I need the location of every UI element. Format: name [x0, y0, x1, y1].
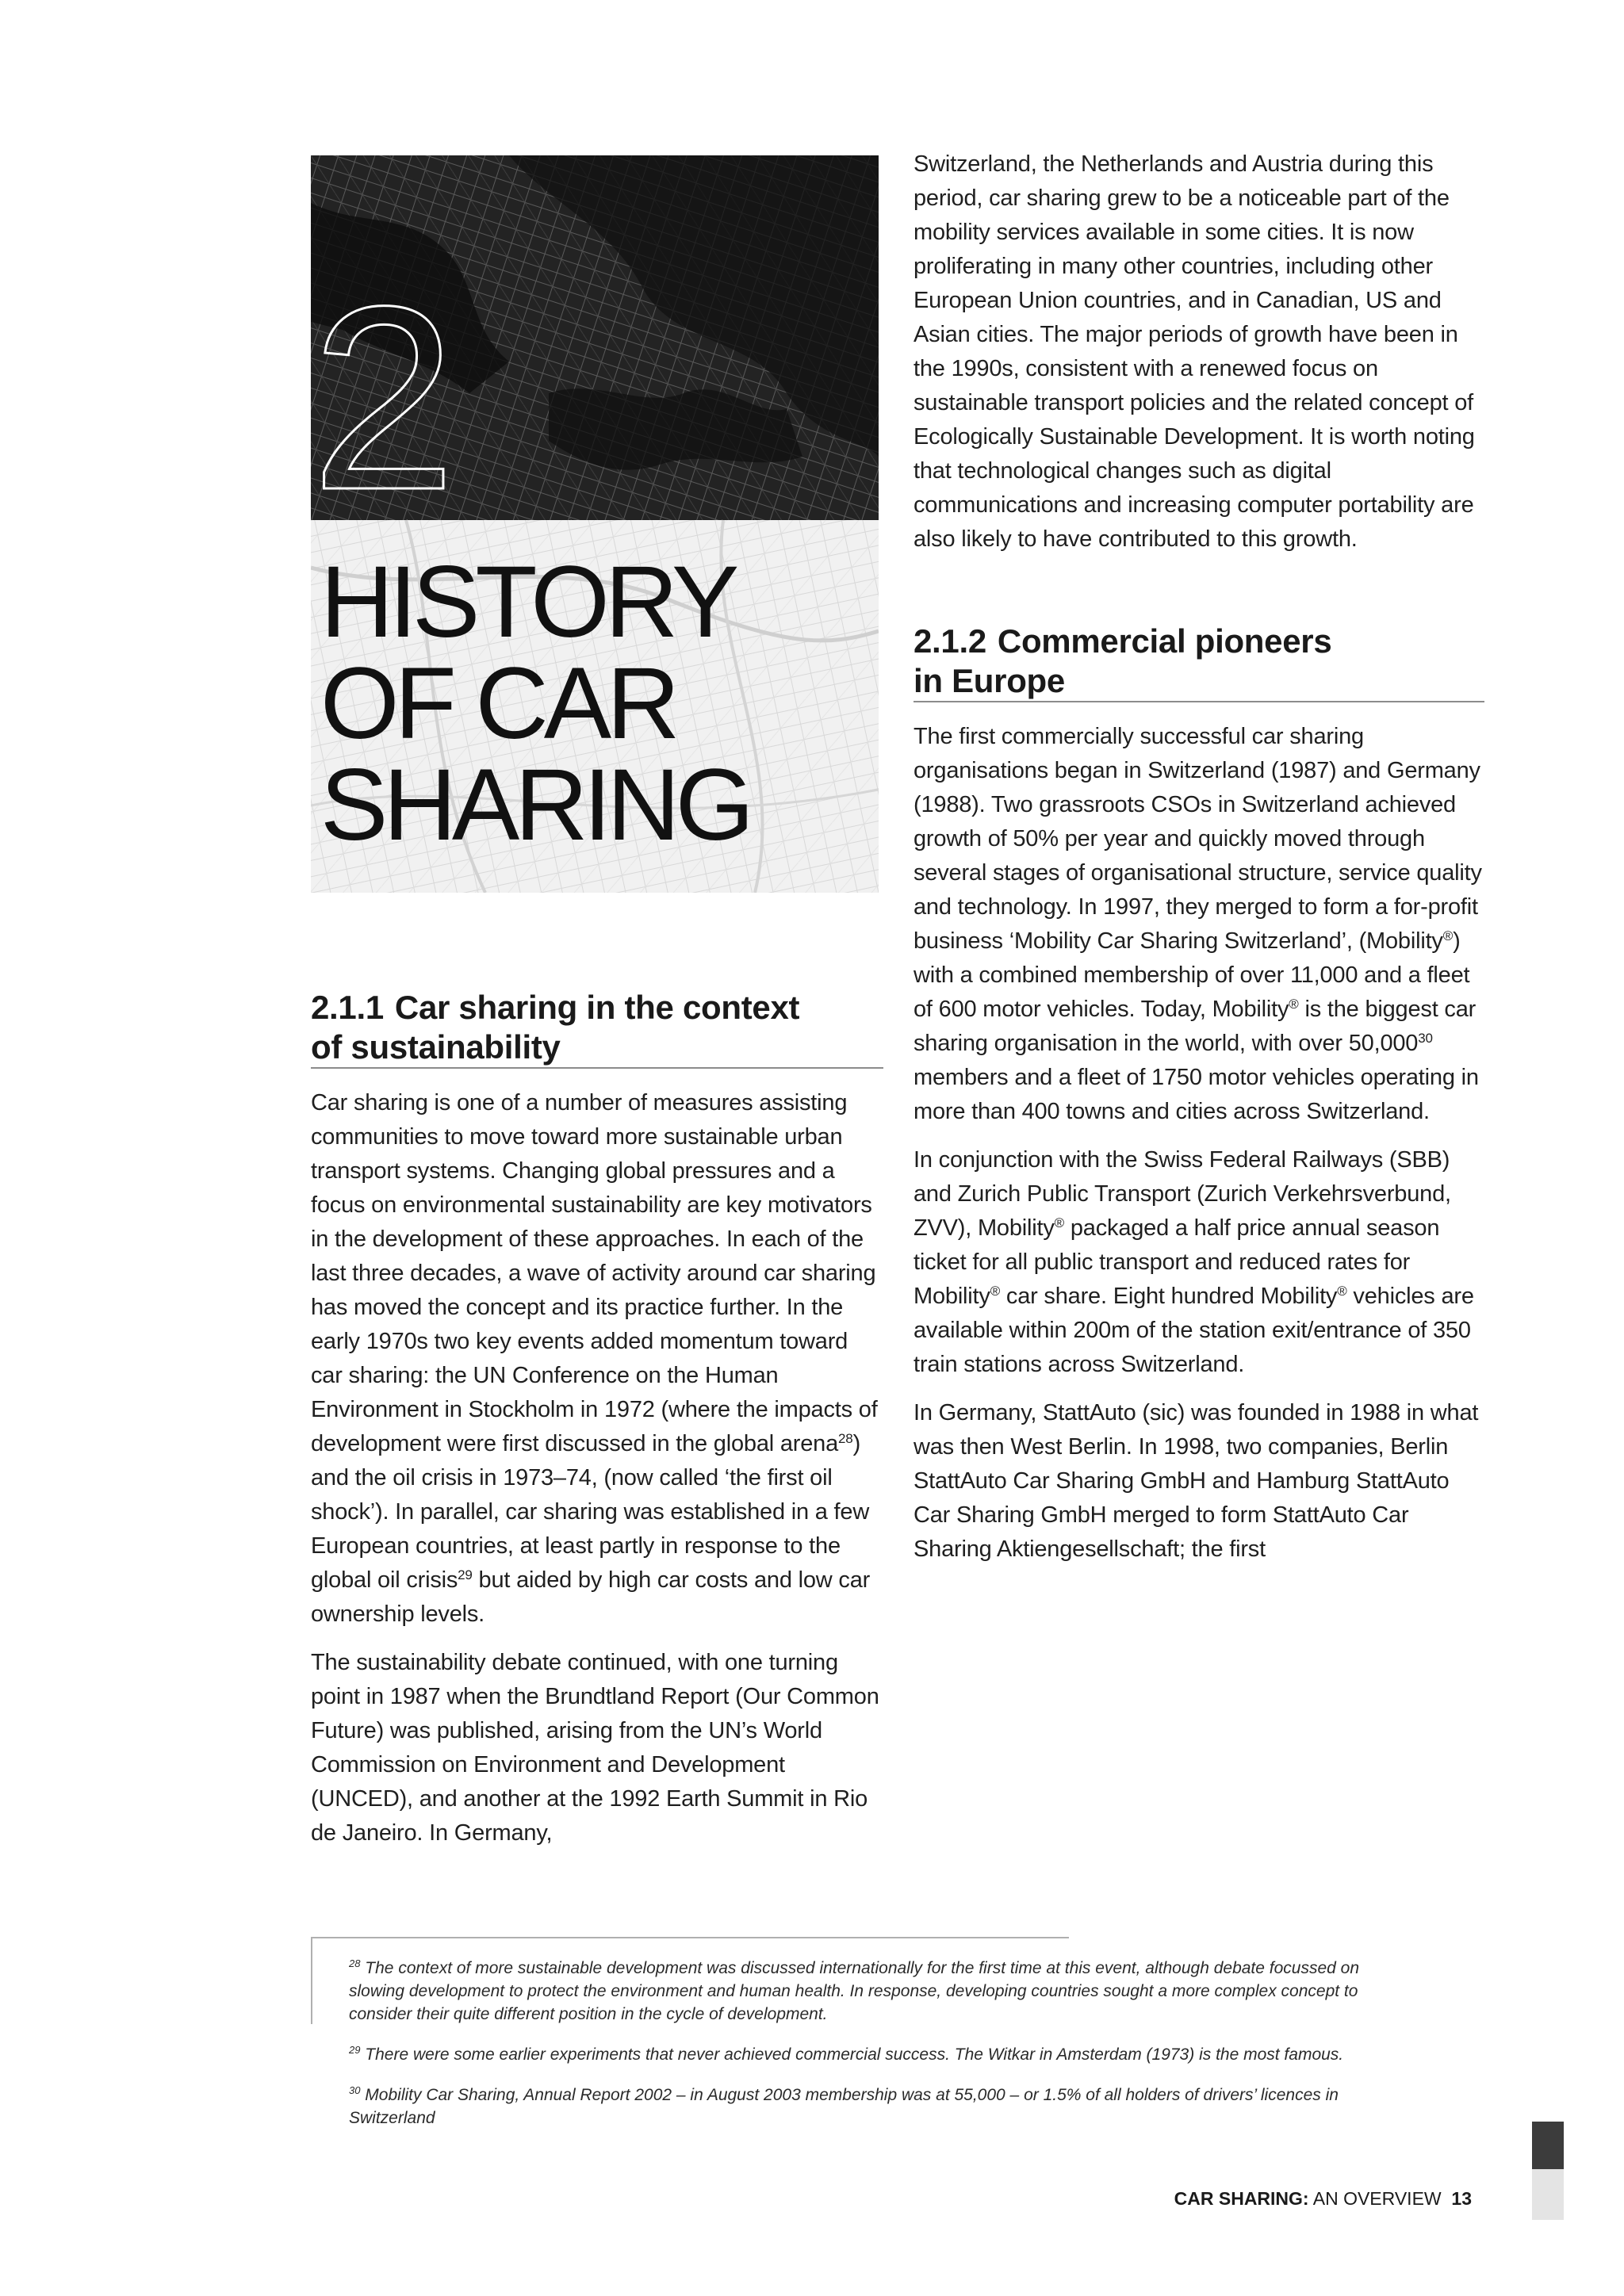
section-number: 2.1.1	[311, 989, 384, 1026]
paragraph: In conjunction with the Swiss Federal Railways (SBB) and Zurich Public Transport (Zurich Verkehrsverbund, ZVV), Mobility® packaged a half price annual season ticket for all public transport and reduced rates for Mobility® car share. Eight hundred Mobility® vehicles are available within 200m of the station exit/entrance of 350 train stations across Switzerland.	[914, 1147, 1474, 1377]
footnote-ref-30[interactable]: 30	[1418, 1031, 1433, 1046]
paragraph: The sustainability debate continued, with one turning point in 1987 when the Brundtland Report (Our Common Future) was published, arising from the UN’s World Commission on Environment and Development (UNCED), and another at the 1992 Earth Summit in Rio de Janeiro. In Germany,	[311, 1650, 879, 1846]
section-body	[311, 1086, 883, 1850]
paragraph: In Germany, StattAuto (sic) was founded in 1988 in what was then West Berlin. In 1998, two companies, Berlin StattAuto Car Sharing GmbH and Hamburg StattAuto Car Sharing GmbH merged to form StattAuto Car Sharing Aktiengesellschaft; the first	[914, 1400, 1479, 1562]
footnote-30: $^{30}$ Mobility Car Sharing, Annual Report 2002 – in August 2003 membership was at 55,000 – or 1.5% of all holders of drivers’ licences in Switzerland	[349, 2084, 1339, 2127]
section-number: 2.1.2	[914, 622, 986, 660]
paragraph: Car sharing is one of a number of measures assisting communities to move toward more sustainable urban transport systems. Changing global pressures and a focus on environmental sustainability are key motivators in the development of these approaches. In each of the last three decades, a wave of activity around car sharing has moved the concept and its practice further. In the early 1970s two key events added momentum toward car sharing: the UN Conference on the Human Environment in Stockholm in 1972 (where the impacts of development were first discussed in the global arena$^{28}$) and the oil crisis in 1973–74, (now called ‘the first oil shock’). In parallel, car sharing was established in a few European countries, at least partly in response to the global oil crisis$^{29}$ but aided by high car costs and low car ownership levels.	[311, 1090, 878, 1627]
footer-publication-rest: AN OVERVIEW	[1308, 2188, 1442, 2209]
section-title-line-2: in Europe	[914, 662, 1065, 699]
section-title-line-2: of sustainability	[311, 1028, 561, 1066]
continued-paragraph: Switzerland, the Netherlands and Austria during this period, car sharing grew to be a noticeable part of the mobility services available in some cities. It is now proliferating in many other countries, including other European Union countries, and in Canadian, US and Asian cities. The major periods of growth have been in the 1990s, consistent with a renewed focus on sustainable transport policies and the related concept of Ecologically Sustainable Development. It is worth noting that technological changes such as digital communications and increasing computer portability are also likely to have contributed to this growth.	[914, 151, 1475, 552]
right-column	[914, 147, 1484, 1567]
footnote-ref-29[interactable]: 29	[458, 1567, 473, 1582]
chapter-number-glyph	[311, 155, 469, 504]
section-title-line-1: Car sharing in the context	[394, 989, 800, 1026]
section-heading-2-1-2	[914, 622, 1484, 702]
thumb-tab-light	[1532, 2169, 1564, 2220]
thumb-tab	[1532, 2122, 1564, 2169]
footnotes	[349, 1957, 1380, 2147]
section-2-1-1	[311, 988, 883, 1850]
section-title-line-1: Commercial pioneers	[997, 622, 1332, 660]
page-number: 13	[1451, 2188, 1472, 2209]
footnote-divider	[311, 1937, 1069, 1938]
footer-publication-bold: CAR SHARING:	[1174, 2188, 1309, 2209]
footnote-28: $^{28}$ The context of more sustainable development was discussed internationally for the first time at this event, although debate focussed on slowing development to protect the environment and human health. In response, developing countries sought a more complex concept to consider their quite different position in the cycle of development.	[349, 1957, 1360, 2023]
chapter-hero	[311, 155, 879, 893]
chapter-title-line-2: OF CAR	[320, 647, 676, 760]
footnote-divider-vertical	[311, 1937, 312, 2024]
running-footer	[1174, 2188, 1472, 2210]
section-body	[914, 720, 1484, 1567]
footnote-ref-28[interactable]: 28	[838, 1431, 853, 1446]
chapter-title	[320, 545, 750, 862]
section-heading-2-1-1	[311, 988, 883, 1069]
chapter-title-line-3: SHARING	[320, 748, 750, 862]
chapter-number: 2	[311, 251, 457, 504]
paragraph: The first commercially successful car sharing organisations began in Switzerland (1987) and Germany (1988). Two grassroots CSOs in Switzerland achieved growth of 50% per year and quickly moved through several stages of organisational structure, service quality and technology. In 1997, they merged to form a for-profit business ‘Mobility Car Sharing Switzerland’, (Mobility®) with a combined membership of over 11,000 and a fleet of 600 motor vehicles. Today, Mobility® is the biggest car sharing organisation in the world, with over 50,000$^{30}$ members and a fleet of 1750 motor vehicles operating in more than 400 towns and cities across Switzerland.	[914, 724, 1482, 1124]
footnote-29: $^{29}$ There were some earlier experiments that never achieved commercial success. The Witkar in Amsterdam (1973) is the most famous.	[349, 2044, 1344, 2064]
chapter-title-line-1: HISTORY	[320, 545, 735, 659]
